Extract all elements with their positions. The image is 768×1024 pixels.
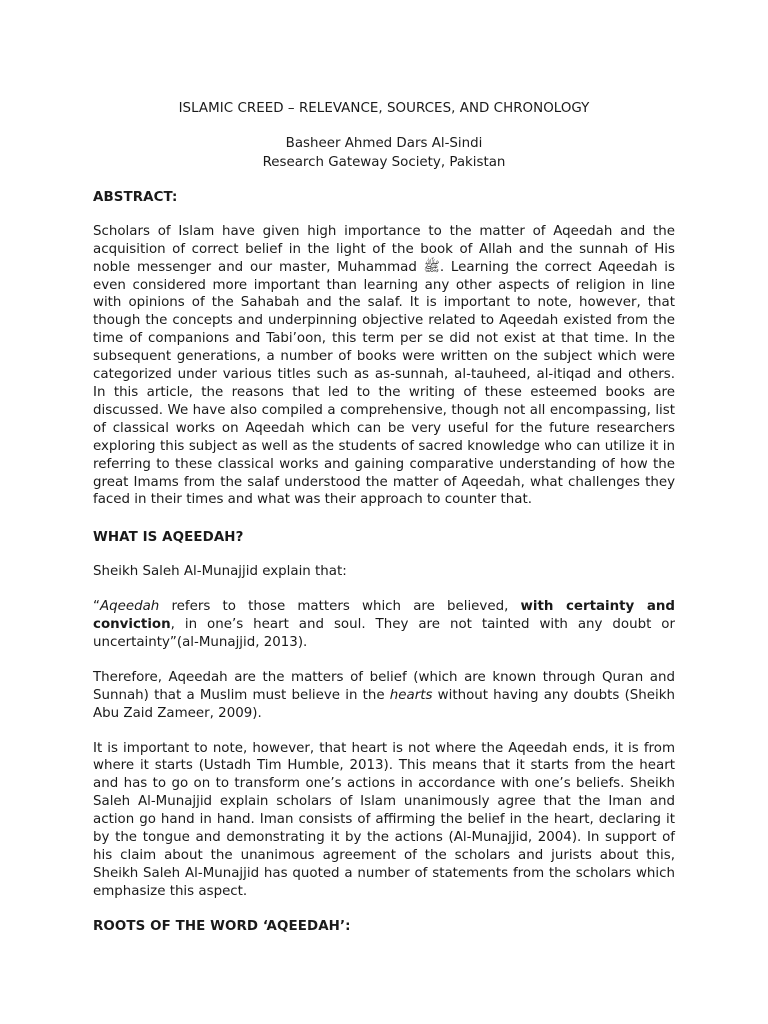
author-affiliation: Research Gateway Society, Pakistan [262,154,506,170]
abstract-heading: ABSTRACT: [93,189,178,205]
definition-quote-paragraph [93,598,675,652]
quote-part-2: , in one’s heart and soul. They are not tainted with any doubt or uncertainty”(al-Munajjid, 2013). [93,617,675,650]
belief-text-before: Therefore, Aqeedah are the matters of belief (which are known through Quran and Sunnah) that a Muslim must believe in the [93,669,675,703]
section-intro-paragraph: Sheikh Saleh Al-Munajjid explain that: [93,564,347,580]
belief-text-after: without having any doubts (Sheikh Abu Zaid Zameer, 2009). [93,687,675,721]
document-content [93,100,675,952]
heart-action-paragraph: It is important to note, however, that heart is not where the Aqeedah ends, it is from where it starts (Ustadh Tim Humble, 2013). This means that it starts from the heart and has to go on to transform one’s actions in accordance with one’s beliefs. Sheikh Saleh Al-Munajjid explain scholars of Islam unanimously agree that the Iman and action go hand in hand. Iman consists of affirming the belief in the heart, declaring it by the tongue and demonstrating it by the actions (Al-Munajjid, 2004). In support of his claim about the unanimous agreement of the scholars and jurists about this, Sheikh Saleh Al-Munajjid has quoted a number of statements from the scholars which emphasize this aspect. [93,740,675,899]
author-block [93,134,675,172]
author-name: Basheer Ahmed Dars Al-Sindi [285,135,483,151]
document-title: ISLAMIC CREED – RELEVANCE, SOURCES, AND CHRONOLOGY [178,101,590,116]
section-heading-what-is-aqeedah: WHAT IS AQEEDAH? [93,530,244,546]
quote-emphasis: with certainty and conviction [93,599,675,633]
abstract-paragraph: Scholars of Islam have given high importance to the matter of Aqeedah and the acquisition of correct belief in the light of the book of Allah and the sunnah of His noble messenger and our master, Muhammad ﷺ. Learning the correct Aqeedah is even considered more important than learning any other aspects of religion in line with opinions of the Sahabah and the salaf. It is important to note, however, that though the concepts and underpinning objective related to Aqeedah existed from the time of companions and Tabi’oon, this term per se did not exist at that time. In the subsequent generations, a number of books were written on the subject which were categorized under various titles such as as-sunnah, al-tauheed, al-itiqad and others. In this article, the reasons that led to the writing of these esteemed books are discussed. We have also compiled a comprehensive, though not all encompassing, list of classical works on Aqeedah which can be very useful for the future researchers exploring this subject as well as the students of sacred knowledge who can utilize it in referring to these classical works and gaining comparative understanding of how the great Imams from the salaf understood the matter of Aqeedah, what challenges they faced in their times and what was their approach to counter that. [93,223,675,508]
section-heading-roots: ROOTS OF THE WORD ‘AQEEDAH’: [93,918,351,934]
belief-italic-word: hearts [389,687,433,703]
belief-paragraph [93,669,675,723]
quote-open-mark: “ [93,599,100,615]
quote-term: Aqeedah [99,599,160,615]
quote-part-1: refers to those matters which are believed, [159,599,521,615]
